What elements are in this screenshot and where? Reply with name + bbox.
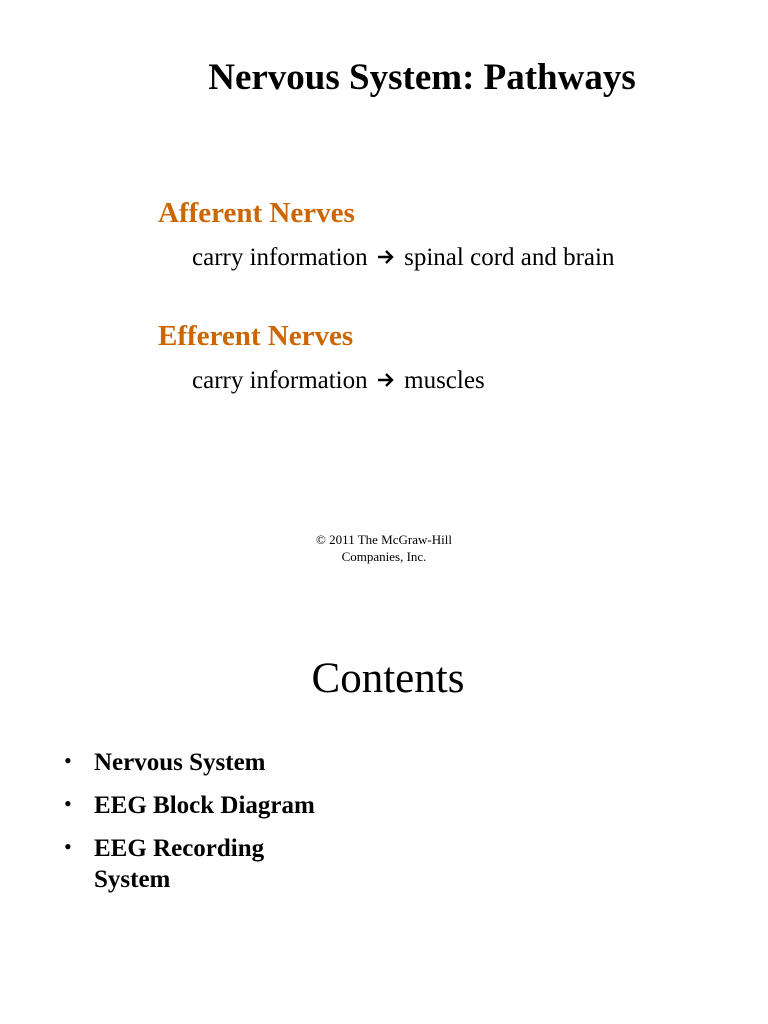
copyright-line-2: Companies, Inc. [341, 549, 427, 564]
efferent-body-end: muscles [404, 367, 485, 394]
bullet: • [64, 834, 72, 859]
contents-list [62, 747, 382, 907]
right-arrow-icon [376, 243, 396, 273]
list-item-label: EEG Block Diagram [94, 792, 315, 819]
afferent-body-end: spinal cord and brain [404, 244, 615, 271]
slide-title-contents: Contents [311, 655, 465, 702]
efferent-nerves-description [192, 366, 485, 396]
list-item-label: EEG Recording System [94, 835, 265, 893]
copyright-notice [0, 531, 768, 565]
efferent-body-start: carry information [192, 367, 368, 394]
efferent-nerves-heading: Efferent Nerves [158, 320, 354, 352]
copyright-line-1: © 2011 The McGraw-Hill [316, 532, 452, 547]
slide-title-nervous-system-pathways: Nervous System: Pathways [208, 57, 636, 98]
bullet: • [64, 791, 72, 816]
list-item-label: Nervous System [94, 749, 266, 776]
afferent-nerves-heading: Afferent Nerves [158, 197, 355, 229]
list-item [62, 747, 382, 778]
list-item [62, 790, 382, 821]
list-item [62, 833, 382, 895]
afferent-body-start: carry information [192, 244, 368, 271]
right-arrow-icon [376, 366, 396, 396]
afferent-nerves-description [192, 243, 614, 273]
bullet: • [64, 748, 72, 773]
